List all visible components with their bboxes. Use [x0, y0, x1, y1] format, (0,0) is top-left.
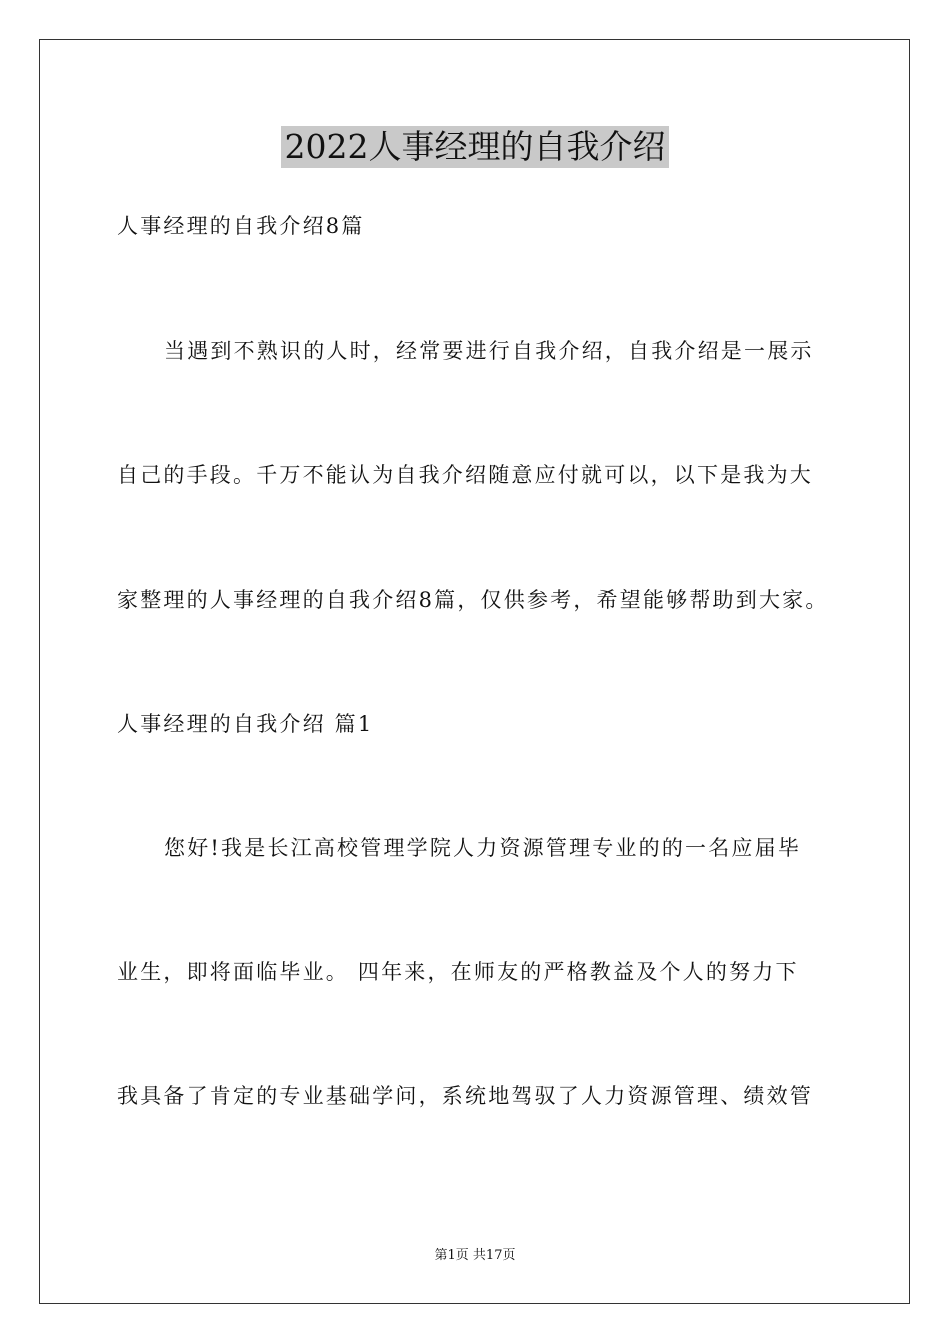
section-heading: 人事经理的自我介绍 篇1 — [117, 712, 374, 736]
paragraph-1-line-3: 家整理的人事经理的自我介绍8篇，仅供参考，希望能够帮助到大家。 — [117, 588, 829, 612]
paragraph-2-line-1: 您好!我是长江高校管理学院人力资源管理专业的的一名应届毕 — [164, 836, 802, 860]
page-footer: 第1页 共17页 — [434, 1248, 516, 1263]
paragraph-2-line-3: 我具备了肯定的专业基础学问，系统地驾驭了人力资源管理、绩效管 — [117, 1084, 813, 1108]
paragraph-2-line-2: 业生，即将面临毕业。 四年来，在师友的严格教益及个人的努力下 — [117, 960, 799, 984]
paragraph-1-line-1: 当遇到不熟识的人时，经常要进行自我介绍，自我介绍是一展示 — [164, 339, 814, 363]
document-subtitle: 人事经理的自我介绍8篇 — [117, 214, 365, 238]
document-title-text: 2022人事经理的自我介绍 — [281, 126, 670, 168]
document-title — [0, 126, 950, 168]
paragraph-1-line-2: 自己的手段。千万不能认为自我介绍随意应付就可以，以下是我为大 — [117, 463, 813, 487]
